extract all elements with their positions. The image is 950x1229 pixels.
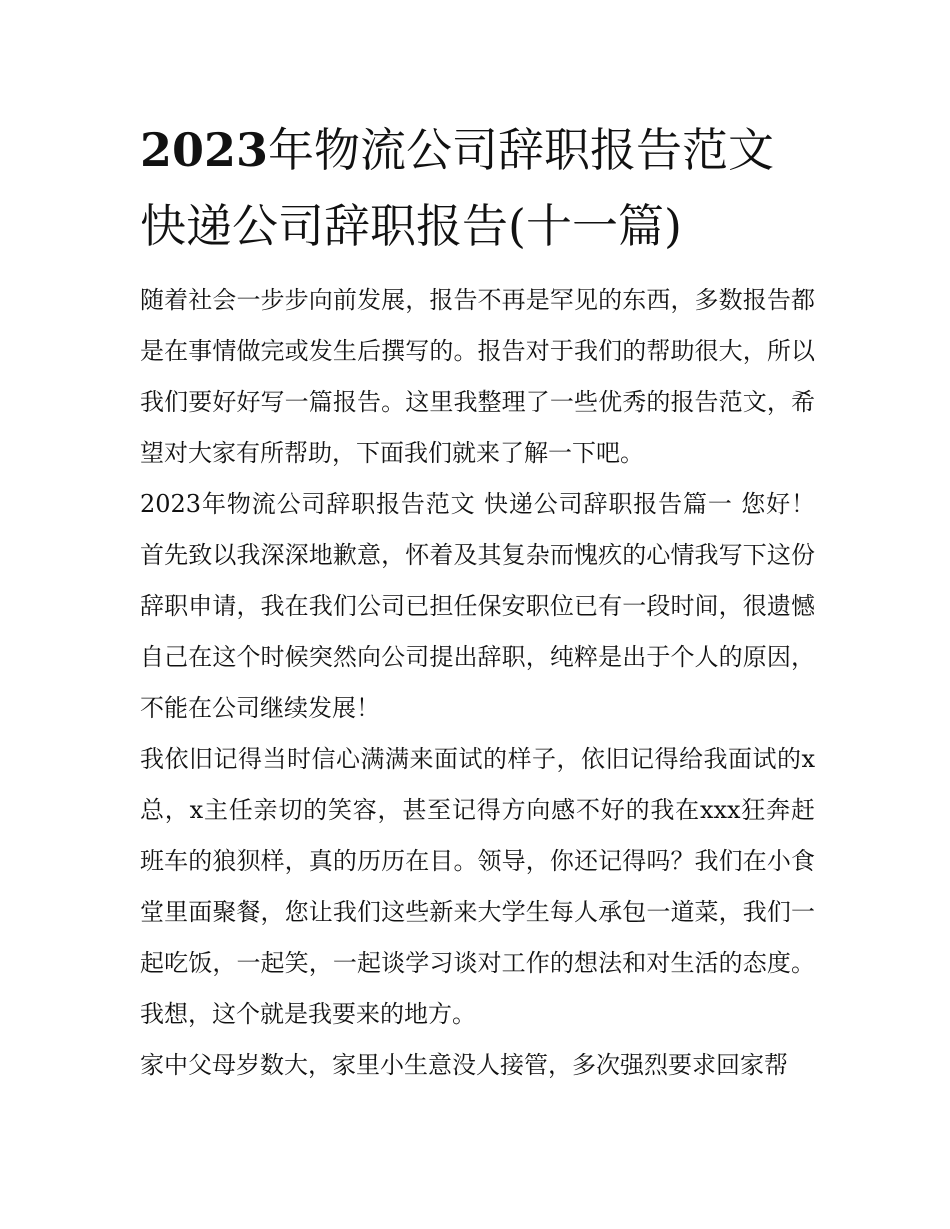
title-text: 年物流公司辞职报告范文快递公司辞职报告(十一篇)	[140, 123, 775, 253]
paragraph-family: 家中父母岁数大，家里小生意没人接管，多次强烈要求回家帮	[140, 1051, 788, 1079]
document-title	[140, 112, 820, 264]
document-body	[140, 275, 815, 1091]
title-year: 2023	[140, 123, 269, 177]
paragraph-letter-opening: 2023年物流公司辞职报告范文 快递公司辞职报告篇一 您好！首先致以我深深地歉意，怀着及其复杂而愧疚的心情我写下这份辞职申请，我在我们公司已担任保安职位已有一段时间，很遗憾自己在这个时候突然向公司提出辞职，纯粹是出于个人的原因，不能在公司继续发展！	[140, 490, 815, 722]
paragraph-memories: 我依旧记得当时信心满满来面试的样子，依旧记得给我面试的x总，x主任亲切的笑容，甚至记得方向感不好的我在xxx狂奔赶班车的狼狈样，真的历历在目。领导，你还记得吗？我们在小食堂里面聚餐，您让我们这些新来大学生每人承包一道菜，我们一起吃饭，一起笑，一起谈学习谈对工作的想法和对生活的态度。我想，这个就是我要来的地方。	[140, 745, 815, 1028]
paragraph-intro: 随着社会一步步向前发展，报告不再是罕见的东西，多数报告都是在事情做完或发生后撰写的。报告对于我们的帮助很大，所以我们要好好写一篇报告。这里我整理了一些优秀的报告范文，希望对大家有所帮助，下面我们就来了解一下吧。	[140, 286, 815, 467]
